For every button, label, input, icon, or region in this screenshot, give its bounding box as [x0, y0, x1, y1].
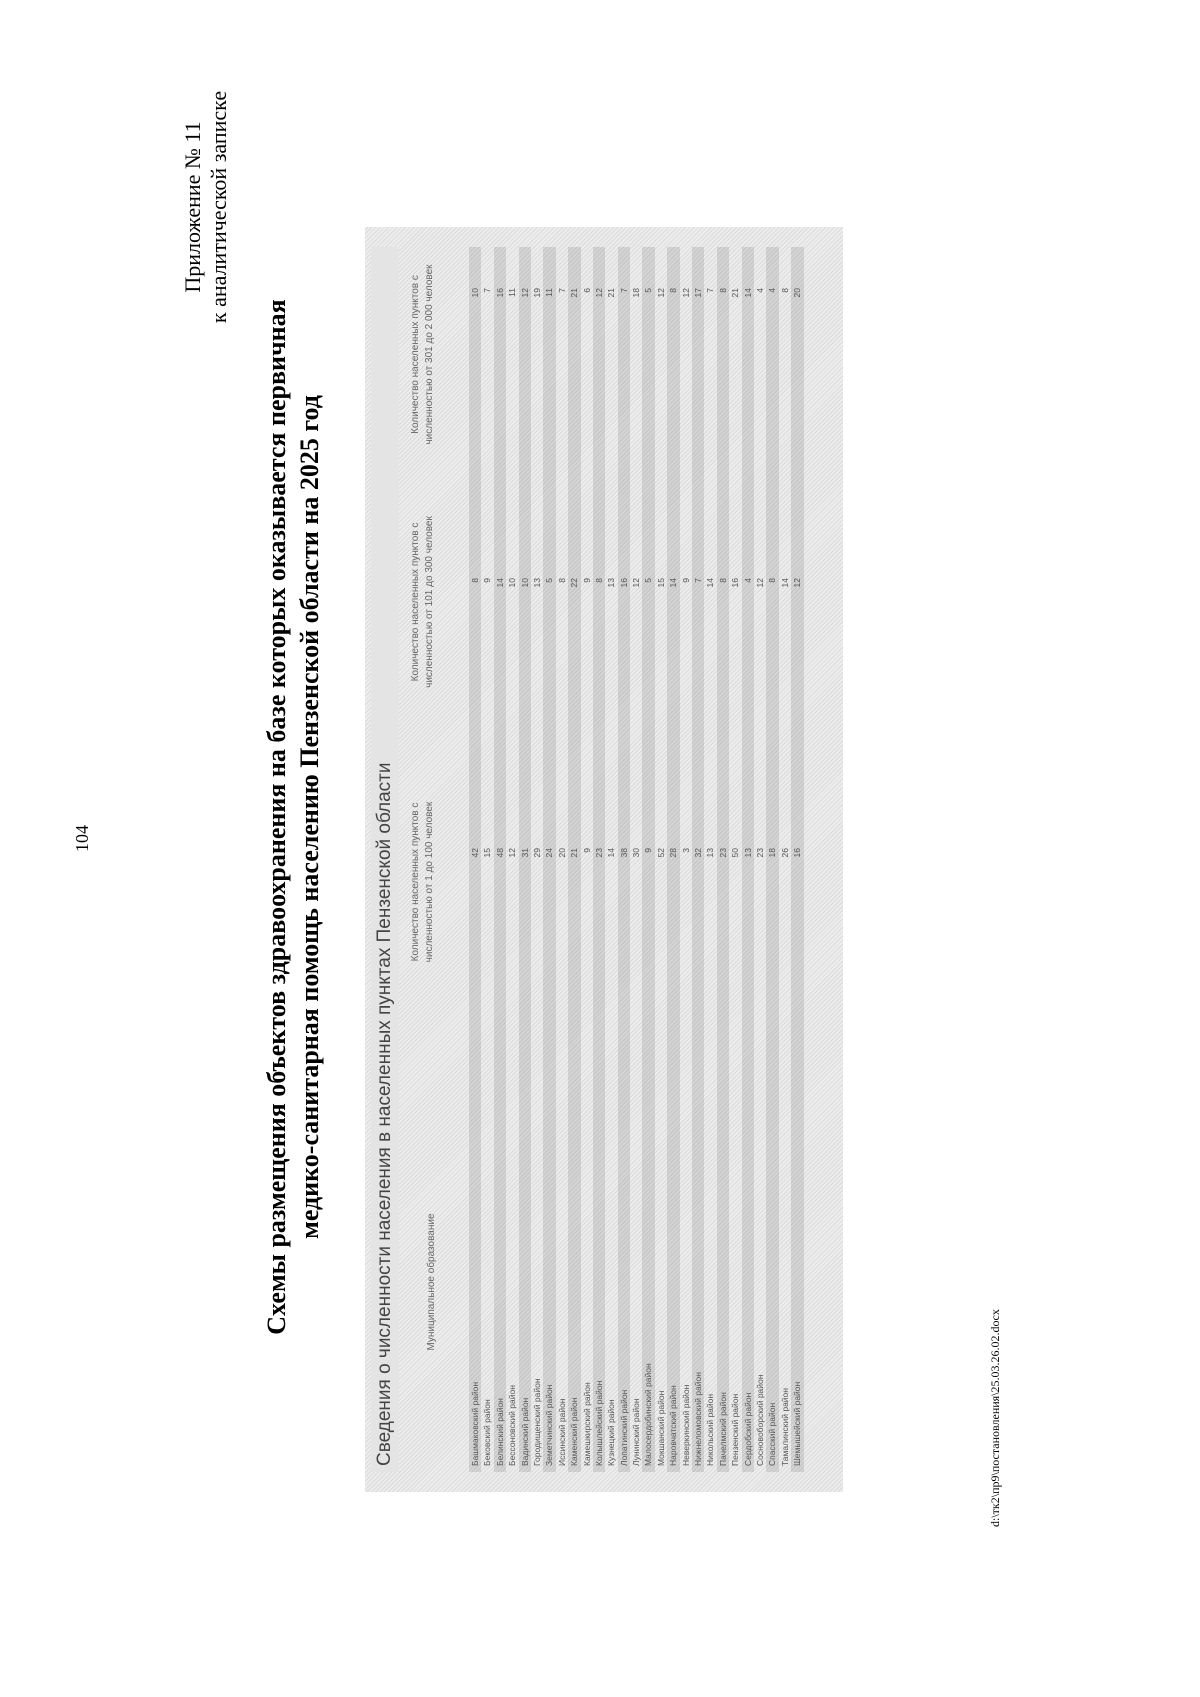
appendix-line-1: Приложение № 11 [180, 121, 205, 293]
row-value-1-100: 52 [655, 848, 666, 858]
row-value-101-300: 14 [779, 578, 790, 588]
table-row [680, 247, 692, 1472]
row-name: Наровчатский район [668, 1385, 679, 1466]
row-value-301-2000: 12 [680, 288, 691, 298]
row-value-1-100: 9 [643, 848, 654, 853]
table-row [667, 247, 679, 1472]
row-value-1-100: 14 [606, 848, 617, 858]
row-value-301-2000: 11 [544, 288, 555, 297]
row-value-301-2000: 20 [792, 288, 803, 298]
row-value-101-300: 22 [569, 578, 580, 588]
row-value-101-300: 16 [730, 578, 741, 588]
row-value-1-100: 29 [531, 848, 542, 858]
row-value-1-100: 24 [544, 848, 555, 858]
row-name: Бековский район [482, 1399, 493, 1466]
table-body [469, 247, 833, 1472]
row-value-301-2000: 12 [655, 288, 666, 298]
row-value-301-2000: 7 [705, 288, 716, 293]
row-name: Бессоновский район [507, 1385, 518, 1466]
row-name: Пензенский район [730, 1393, 741, 1466]
row-value-1-100: 13 [742, 848, 753, 858]
table-row [531, 247, 543, 1472]
row-value-101-300: 10 [507, 578, 518, 588]
row-value-301-2000: 12 [519, 288, 530, 298]
row-name: Кузнецкий район [606, 1399, 617, 1466]
table-row [692, 247, 704, 1472]
row-value-301-2000: 14 [742, 288, 753, 298]
row-value-1-100: 31 [519, 848, 530, 858]
row-value-301-2000: 10 [470, 288, 480, 298]
row-value-301-2000: 6 [581, 288, 592, 293]
row-value-301-2000: 12 [593, 288, 604, 298]
row-value-101-300: 5 [643, 578, 654, 583]
row-value-101-300: 10 [519, 578, 530, 588]
row-name: Каменский район [569, 1397, 580, 1466]
title-line-2: медико-санитарная помощь населению Пензенской области на 2025 год [295, 395, 324, 1239]
row-value-301-2000: 19 [531, 288, 542, 298]
row-value-301-2000: 8 [779, 288, 790, 293]
row-name: Шемышейский район [792, 1381, 803, 1466]
row-value-301-2000: 16 [494, 288, 505, 298]
header-municipality: Муниципальное образование [426, 1213, 437, 1351]
appendix-label [180, 37, 232, 377]
row-value-101-300: 12 [631, 578, 642, 588]
row-name: Нижнеломовский район [693, 1372, 704, 1466]
row-name: Никольский район [705, 1393, 716, 1466]
row-name: Сердобский район [742, 1392, 753, 1466]
row-value-1-100: 3 [680, 848, 691, 853]
row-value-301-2000: 11 [507, 288, 518, 297]
page-number: 104 [72, 825, 92, 852]
row-value-1-100: 30 [631, 848, 642, 858]
row-name: Неверкинский район [680, 1384, 691, 1466]
row-value-1-100: 28 [668, 848, 679, 858]
row-value-301-2000: 21 [569, 288, 580, 298]
row-value-301-2000: 8 [717, 288, 728, 293]
row-value-101-300: 4 [742, 578, 753, 583]
row-value-1-100: 38 [618, 848, 629, 858]
table-row [766, 247, 778, 1472]
table-row [519, 247, 531, 1472]
table-row [593, 247, 605, 1472]
appendix-line-2: к аналитической записке [206, 90, 231, 324]
table-row [543, 247, 555, 1472]
row-value-1-100: 13 [705, 848, 716, 858]
row-name: Камешкирский район [581, 1382, 592, 1466]
row-value-101-300: 15 [655, 578, 666, 588]
row-value-301-2000: 21 [606, 288, 617, 298]
row-name: Малосердобинский район [643, 1363, 654, 1466]
header-count-101-300: Количество населенных пунктов с численностью от 101 до 300 человек [410, 516, 435, 688]
row-value-1-100: 48 [494, 848, 505, 858]
table-row [717, 247, 729, 1472]
row-value-101-300: 12 [792, 578, 803, 588]
table-row [618, 247, 630, 1472]
table-row [469, 247, 481, 1472]
row-value-301-2000: 17 [693, 288, 704, 298]
row-value-301-2000: 7 [618, 288, 629, 293]
row-value-1-100: 23 [717, 848, 728, 858]
table-row [556, 247, 568, 1472]
table-row [742, 247, 754, 1472]
title-line-1: Схемы размещения объектов здравоохранения на базе которых оказывается первичная [262, 299, 291, 1335]
row-name: Городищенский район [531, 1378, 542, 1466]
row-value-101-300: 9 [581, 578, 592, 583]
table-row [729, 247, 741, 1472]
row-value-301-2000: 4 [767, 288, 778, 293]
row-name: Башмаковский район [470, 1381, 480, 1466]
table-row [494, 247, 506, 1472]
header-count-301-2000: Количество населенных пунктов с численностью от 301 до 2 000 человек [410, 264, 435, 445]
rotated-page [30, 37, 1030, 1597]
row-name: Пачелмский район [717, 1392, 728, 1466]
row-value-101-300: 14 [668, 578, 679, 588]
row-name: Лопатинский район [618, 1389, 629, 1466]
row-value-1-100: 20 [556, 848, 567, 858]
row-value-1-100: 32 [693, 848, 704, 858]
row-value-301-2000: 8 [668, 288, 679, 293]
row-name: Белинский район [494, 1398, 505, 1466]
row-value-301-2000: 7 [556, 288, 567, 293]
row-value-101-300: 8 [767, 578, 778, 583]
table-row [630, 247, 642, 1472]
table-row [754, 247, 766, 1472]
table-row [581, 247, 593, 1472]
row-value-101-300: 14 [705, 578, 716, 588]
row-value-301-2000: 5 [643, 288, 654, 293]
row-value-101-300: 5 [544, 578, 555, 583]
table-caption: Сведения о численности населения в населенных пунктах Пензенской области [371, 247, 399, 1472]
row-value-1-100: 15 [482, 848, 493, 858]
row-name: Спасский район [767, 1402, 778, 1466]
row-name: Сосновоборский район [754, 1374, 765, 1466]
row-value-1-100: 16 [792, 848, 803, 858]
row-value-101-300: 13 [606, 578, 617, 588]
row-value-101-300: 8 [593, 578, 604, 583]
table-row [642, 247, 654, 1472]
row-name: Лунинский район [631, 1398, 642, 1466]
embedded-table-image [365, 227, 843, 1492]
table-row [704, 247, 716, 1472]
row-name: Колышлейский район [593, 1380, 604, 1466]
row-name: Иссинский район [556, 1398, 567, 1466]
table-header [409, 247, 465, 1472]
document-title [260, 77, 326, 1557]
row-value-101-300: 14 [494, 578, 505, 588]
row-value-101-300: 8 [470, 578, 480, 583]
row-value-1-100: 50 [730, 848, 741, 858]
file-path-footer: d:\тк2\пр9\постановления\25.03.26.02.docx [988, 1309, 1002, 1527]
row-value-101-300: 7 [693, 578, 704, 583]
row-value-101-300: 12 [754, 578, 765, 588]
row-value-301-2000: 4 [754, 288, 765, 293]
table-row [481, 247, 493, 1472]
row-name: Земетчинский район [544, 1384, 555, 1466]
row-value-301-2000: 18 [631, 288, 642, 298]
table-row [605, 247, 617, 1472]
row-value-1-100: 26 [779, 848, 790, 858]
header-count-1-100: Количество населенных пунктов с численностью от 1 до 100 человек [410, 801, 435, 963]
table-row [791, 247, 803, 1472]
row-value-101-300: 13 [531, 578, 542, 588]
table-row [655, 247, 667, 1472]
row-value-1-100: 23 [593, 848, 604, 858]
row-value-301-2000: 21 [730, 288, 741, 298]
row-value-1-100: 42 [470, 848, 480, 858]
table-row [779, 247, 791, 1472]
row-value-1-100: 18 [767, 848, 778, 858]
row-value-301-2000: 7 [482, 288, 493, 293]
row-name: Мокшанский район [655, 1390, 666, 1466]
row-value-1-100: 21 [569, 848, 580, 858]
row-value-101-300: 8 [717, 578, 728, 583]
row-name: Тамалинский район [779, 1388, 790, 1466]
table-row [568, 247, 580, 1472]
row-name: Вадинский район [519, 1397, 530, 1466]
row-value-101-300: 16 [618, 578, 629, 588]
row-value-1-100: 23 [754, 848, 765, 858]
row-value-1-100: 12 [507, 848, 518, 858]
row-value-101-300: 8 [556, 578, 567, 583]
row-value-101-300: 9 [482, 578, 493, 583]
row-value-101-300: 9 [680, 578, 691, 583]
table-row [506, 247, 518, 1472]
row-value-1-100: 9 [581, 848, 592, 853]
